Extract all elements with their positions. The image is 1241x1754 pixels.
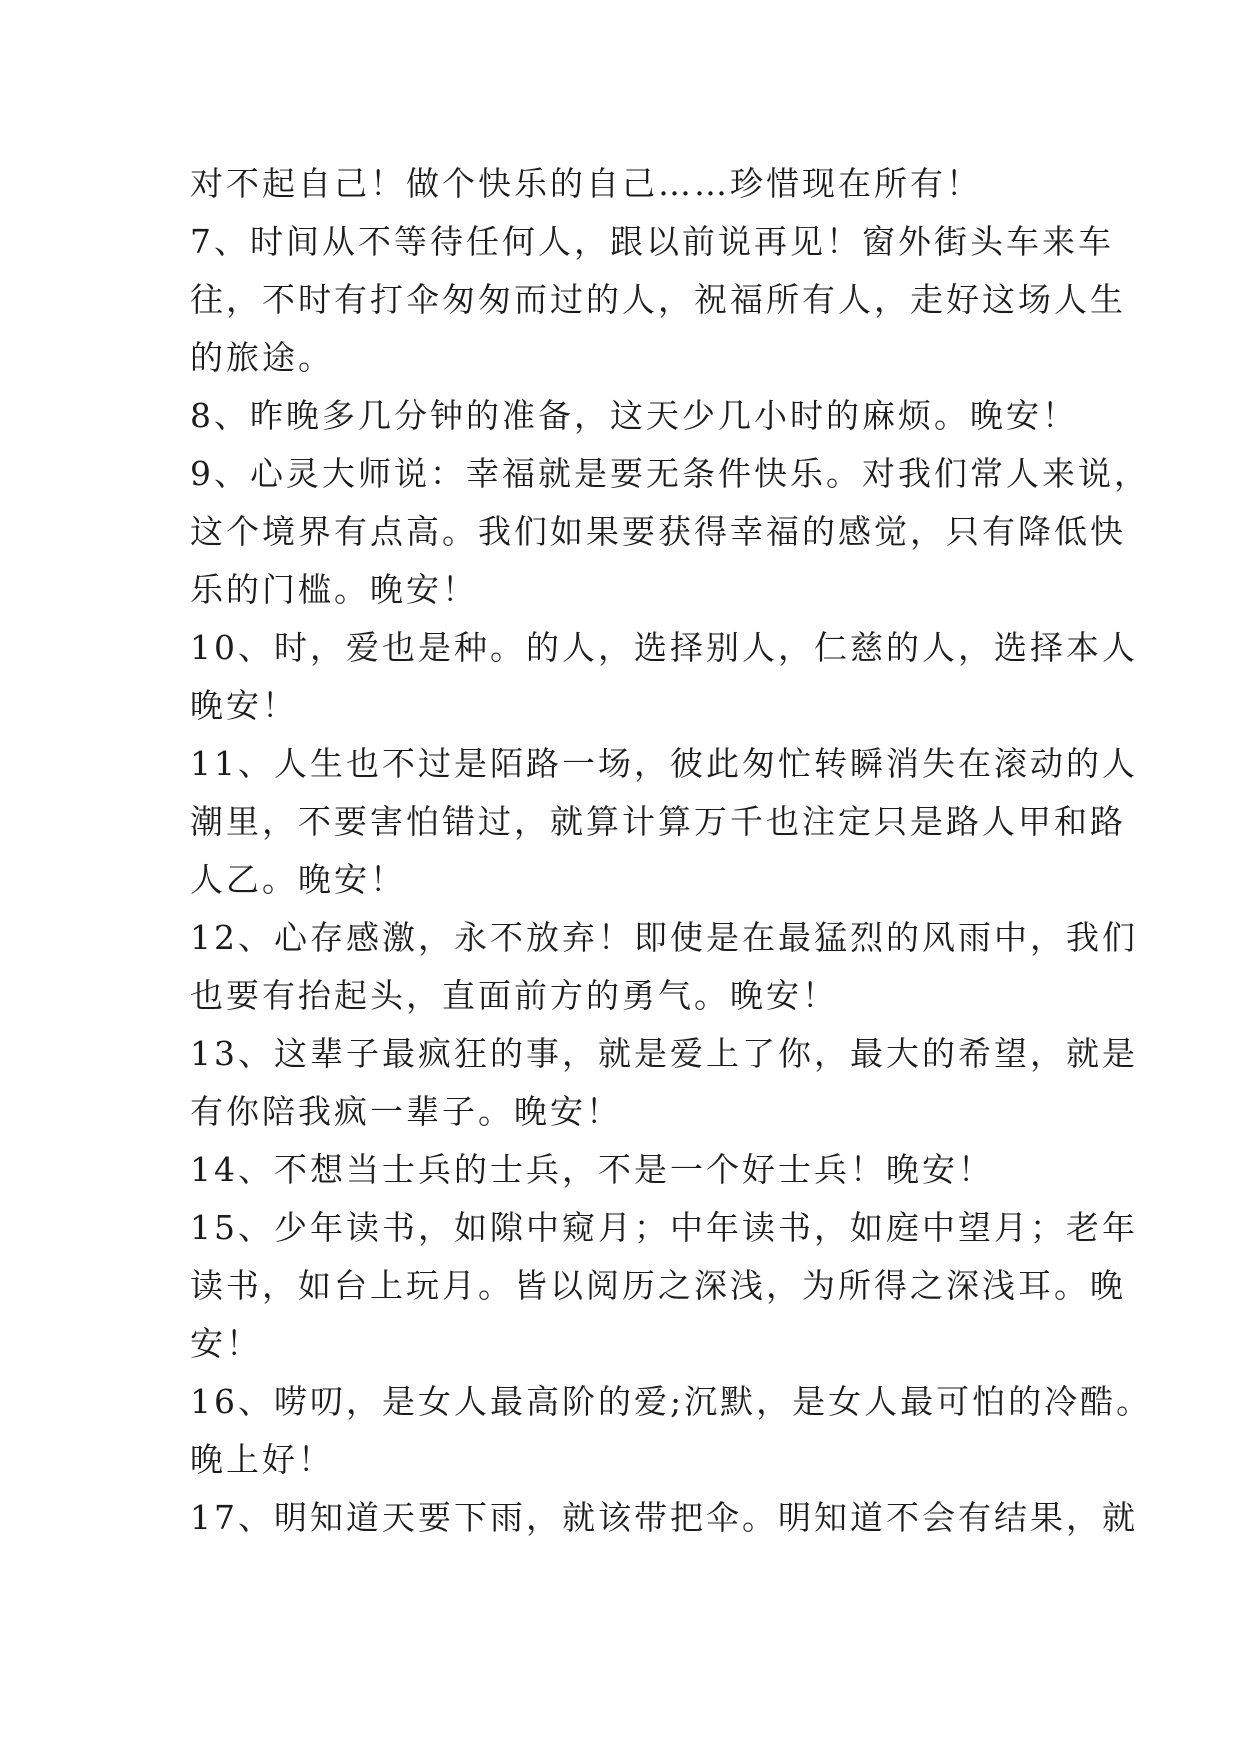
text-line: 14、不想当士兵的士兵，不是一个好士兵！晚安！ — [190, 1150, 994, 1189]
text-line: 往，不时有打伞匆匆而过的人，祝福所有人，走好这场人生 — [190, 280, 1126, 319]
text-line: 人乙。晚安！ — [190, 860, 406, 899]
text-line: 11、人生也不过是陌路一场，彼此匆忙转瞬消失在滚动的人 — [190, 744, 1138, 783]
text-line: 晚安！ — [190, 686, 298, 725]
text-line: 10、时，爱也是种。的人，选择别人，仁慈的人，选择本人 — [190, 628, 1138, 667]
text-line: 16、唠叨，是女人最高阶的爱;沉默，是女人最可怕的冷酷。 — [190, 1382, 1153, 1421]
text-line: 也要有抬起头，直面前方的勇气。晚安！ — [190, 976, 838, 1015]
text-line: 对不起自己！做个快乐的自己……珍惜现在所有！ — [190, 164, 982, 203]
text-line: 晚上好！ — [190, 1440, 334, 1479]
text-line: 17、明知道天要下雨，就该带把伞。明知道不会有结果，就 — [190, 1498, 1138, 1537]
text-line: 15、少年读书，如隙中窥月；中年读书，如庭中望月；老年 — [190, 1208, 1138, 1247]
text-line: 乐的门槛。晚安！ — [190, 570, 478, 609]
text-line: 有你陪我疯一辈子。晚安！ — [190, 1092, 622, 1131]
text-line: 13、这辈子最疯狂的事，就是爱上了你，最大的希望，就是 — [190, 1034, 1138, 1073]
text-line: 7、时间从不等待任何人，跟以前说再见！窗外街头车来车 — [190, 222, 1114, 261]
text-line: 安！ — [190, 1324, 262, 1363]
text-line: 的旅途。 — [190, 338, 334, 377]
text-line: 潮里，不要害怕错过，就算计算万千也注定只是路人甲和路 — [190, 802, 1126, 841]
text-line: 8、昨晚多几分钟的准备，这天少几小时的麻烦。晚安！ — [190, 396, 1078, 435]
document-body — [190, 155, 1153, 1547]
text-line: 这个境界有点高。我们如果要获得幸福的感觉，只有降低快 — [190, 512, 1126, 551]
text-line: 9、心灵大师说：幸福就是要无条件快乐。对我们常人来说， — [190, 454, 1150, 493]
text-line: 12、心存感激，永不放弃！即使是在最猛烈的风雨中，我们 — [190, 918, 1138, 957]
text-line: 读书，如台上玩月。皆以阅历之深浅，为所得之深浅耳。晚 — [190, 1266, 1126, 1305]
